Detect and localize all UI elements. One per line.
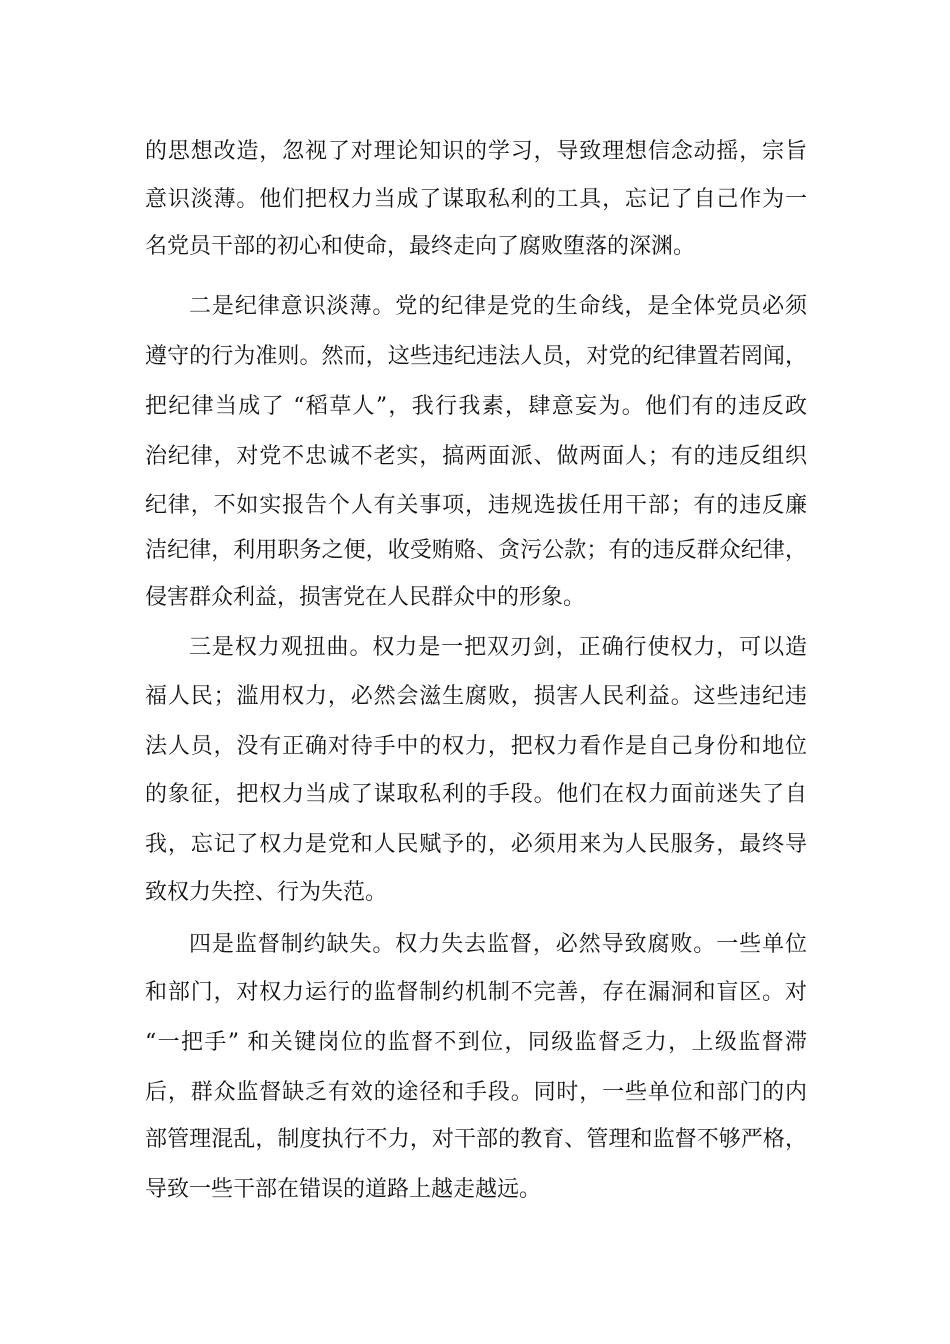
text-line: 后，群众监督缺乏有效的途径和手段。同时，一些单位和部门的内 <box>145 1080 807 1105</box>
text-line: 部管理混乱，制度执行不力，对干部的教育、管理和监督不够严格， <box>145 1127 807 1152</box>
text-line: 把纪律当成了 “稻草人”，我行我素，肆意妄为。他们有的违反政 <box>145 394 807 419</box>
text-line: “一把手” 和关键岗位的监督不到位，同级监督乏力，上级监督滞 <box>145 1030 807 1055</box>
text-line: 导致一些干部在错误的道路上越走越远。 <box>145 1177 542 1202</box>
text-line: 四是监督制约缺失。权力失去监督，必然导致腐败。一些单位 <box>189 932 807 957</box>
text-line: 我，忘记了权力是党和人民赋予的，必须用来为人民服务，最终导 <box>145 832 807 857</box>
text-line: 二是纪律意识淡薄。党的纪律是党的生命线，是全体党员必须 <box>189 294 807 319</box>
text-line: 洁纪律，利用职务之便，收受贿赂、贪污公款；有的违反群众纪律， <box>145 538 807 563</box>
text-line: 侵害群众利益，损害党在人民群众中的形象。 <box>145 585 586 610</box>
text-line: 的象征，把权力当成了谋取私利的手段。他们在权力面前迷失了自 <box>145 782 807 807</box>
text-line: 遵守的行为准则。然而，这些违纪违法人员，对党的纪律置若罔闻， <box>145 344 807 369</box>
text-line: 治纪律，对党不忠诚不老实，搞两面派、做两面人；有的违反组织 <box>145 444 807 469</box>
text-line: 名党员干部的初心和使命，最终走向了腐败堕落的深渊。 <box>145 234 696 259</box>
text-line: 意识淡薄。他们把权力当成了谋取私利的工具，忘记了自己作为一 <box>145 187 807 212</box>
text-line: 纪律，不如实报告个人有关事项，违规选拔任用干部；有的违反廉 <box>145 493 807 518</box>
text-line: 致权力失控、行为失范。 <box>145 880 388 905</box>
text-line: 的思想改造，忽视了对理论知识的学习，导致理想信念动摇，宗旨 <box>145 139 807 164</box>
text-line: 福人民；滥用权力，必然会滋生腐败，损害人民利益。这些违纪违 <box>145 684 807 709</box>
text-line: 法人员，没有正确对待手中的权力，把权力看作是自己身份和地位 <box>145 734 807 759</box>
text-line: 三是权力观扭曲。权力是一把双刃剑，正确行使权力，可以造 <box>189 635 807 660</box>
text-line: 和部门，对权力运行的监督制约机制不完善，存在漏洞和盲区。对 <box>145 980 807 1005</box>
